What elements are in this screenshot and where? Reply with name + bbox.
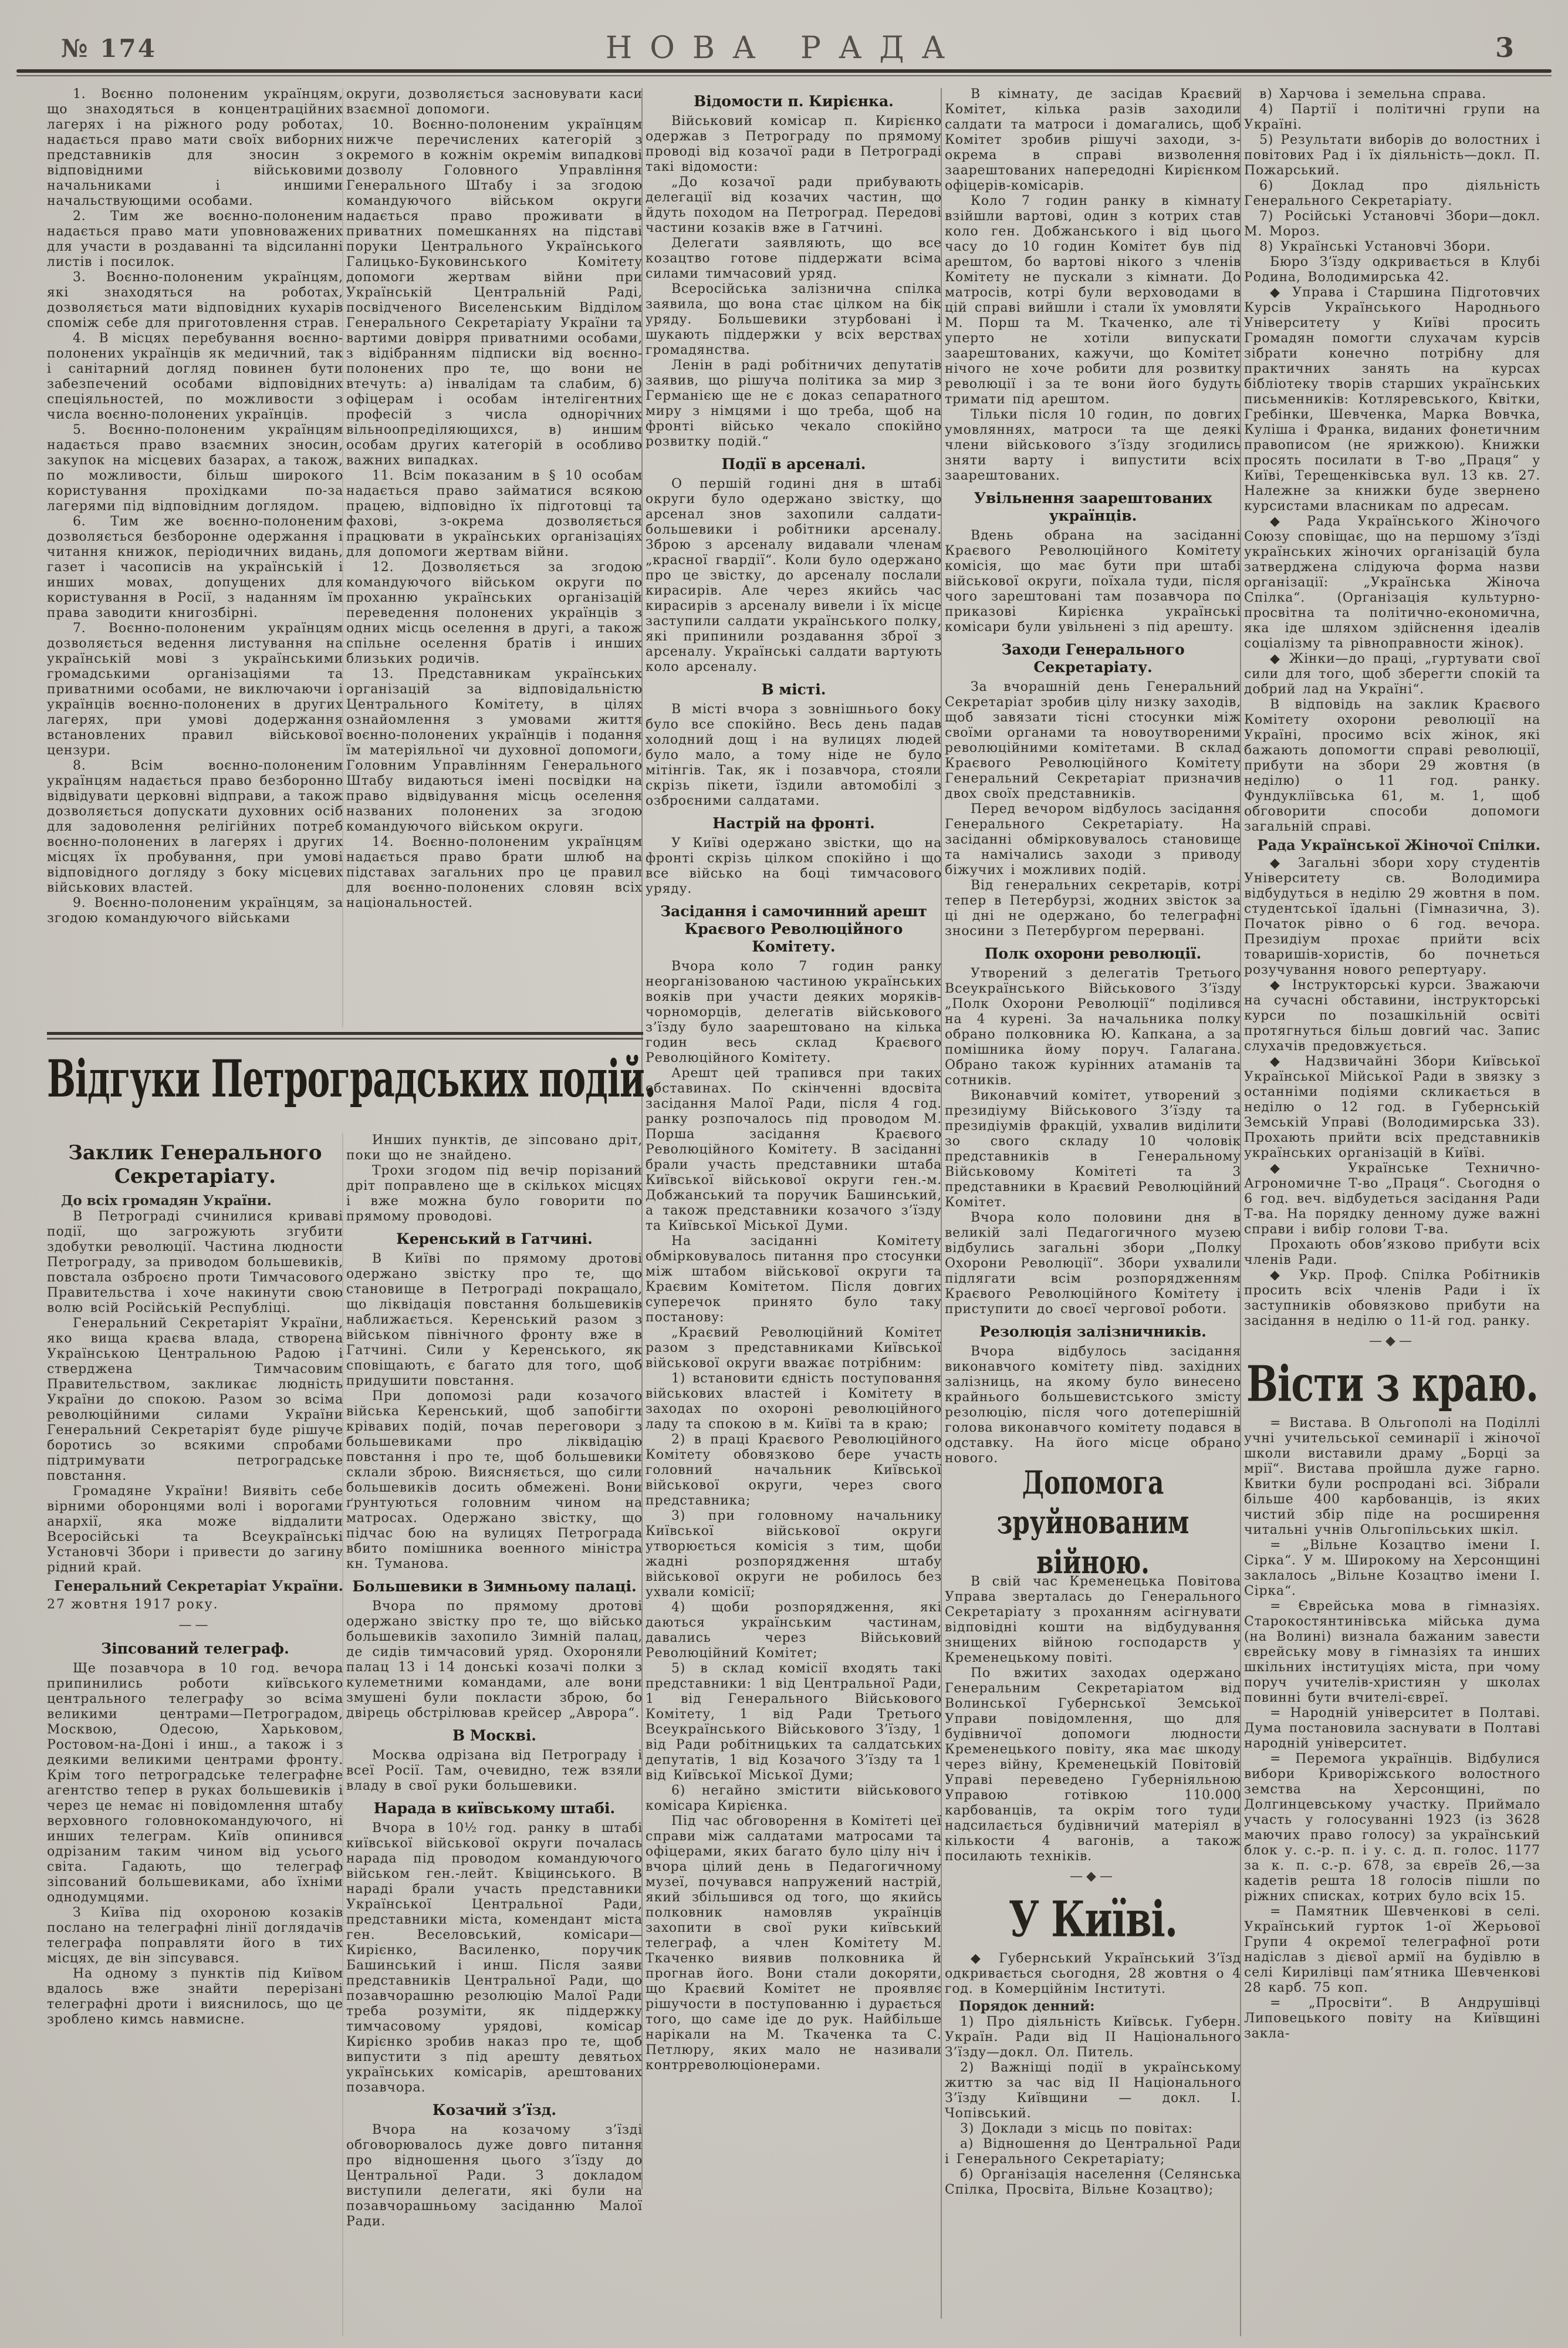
paragraph: 2. Тим же воєнно-полоненим надається право мати уповноважених для участи в роздаванні та відсиланні листів і посилок. (47, 209, 343, 269)
signature: Генеральний Секретаріат України. (54, 1577, 343, 1594)
banner-rule (47, 1032, 643, 1035)
paragraph: Трохи згодом під вечір порізаний дріт поправлено ще в скількох місцях і вже можна було говорити по прямому проводові. (346, 1163, 643, 1224)
agenda-item: 1) Про діяльність Київськ. Губерн. Україн. Ради від II Національного З’їзду—докл. Ол. Питель. (945, 2015, 1241, 2060)
paragraph: ◆ Жінки—до праці, „гуртувати свої сили для того, щоб зберегти спокій та добрий лад на Україні“. (1244, 652, 1540, 697)
paragraph: Ще позавчора в 10 год. вечора припинились роботи київського центрального телеграфу зо всіма великими центрами—Петроградом, Москвою, Одесою, Харьковом, Ростовом-на-Доні і инш., а також і з деякими великими центрами фронту. Крім того петроградське телеграфне агентство тепер в руках большевиків і через це немає ні повідомлення штабу верховного головнокомандуючого, ні инших телеграм. Київ опинився одрізаним таким чином від усього світа. Гадають, що телеграф зіпсований большевиками, або їхніми однодумцями. (47, 1661, 343, 1905)
paragraph: 3) при головному начальнику Київської військової округи утворюється комісія з тим, щоби жадні розпорядження штабу військової округи не робилось без ухвали комісії; (646, 1509, 942, 1600)
paragraph-continuation: округи, дозволяється засновувати каси взаємної допомоги. (346, 87, 643, 117)
page-number: 3 (1495, 32, 1514, 63)
article-heading: Події в арсеналі. (721, 456, 866, 473)
section-title-large: У Київі. (1008, 1891, 1178, 1949)
paragraph: Коло 7 годин ранку в кімнату взійшли вартові, один з котрих став коло ген. Добжанського і від цього часу до 10 годин Комітет був під арештом, бо вартові нікого з членів Комітету не пускали з кімнати. До матросів, котрі були верховодами в цій справі вийшли і стали їх умовляти М. Порш та М. Ткаченко, але ті уперто не хотіли випускати заарештованих, кажучи, що Комітет нічого не хоче робити для розвитку революції і за те вони його будуть тримати під арештом. (945, 194, 1241, 407)
section-title-large: Вісти з краю. (1246, 1355, 1539, 1413)
paragraph: ◆ Загальні збори хору студентів Університету св. Володимира відбудуться в неділю 29 жовтня в пом. студентської їдальні (Гімназична, 3). Початок рівно о 6 год. вечора. Президіум прохає прийти всіх товаришів-хористів, бо почнеться розучування нового репертуару. (1244, 856, 1540, 977)
paragraph: 5. Воєнно-полоненим українцям надається право взаємних зносин, закупок на місцевих базарах, а також, по можливости, більш широкого користування прохідками по-за лагерями під відповідним доглядом. (47, 423, 343, 514)
paragraph: Вчора коло 7 годин ранку неорганізованою частиною українських вояків при участи деяких моряків-чорноморців, делегатів військового з’їзду було заарештовано на кілька годин весь склад Краєвого Революційного Комітету. (646, 959, 942, 1065)
paragraph: Виконавчий комітет, утворений з президіуму Військового З’їзду та президіумів фракцій, ухвалив виділити зо свого складу 10 чоловік представників в Генеральному Військовому Комітеті та 3 представники в Краєвий Революційний Комітет. (945, 1088, 1241, 1210)
paragraph: Утворений з делегатів Третього Всеукраїнського Військового З’їзду „Полк Охорони Революції“ поділився на 4 курені. За начальника полку обрано полковника Ю. Капкана, а за помішника йому поруч. Галагана. Обрано також курінних атаманів та сотників. (945, 966, 1241, 1088)
paragraph: Вдень обрана на засіданні Краєвого Революційного Комітету комісія, що має бути при штабі військової округи, поїхала туди, після чого зарештовані там позавчора по приказові Кирієнка українські комісари були увільнені з під арешту. (945, 528, 1241, 635)
paragraph: Під час обговорення в Комітеті цеї справи між салдатами матросами та офіцерами, яких багато було цілу ніч і вчора цілий день в Педагогичному музеї, почувався напружений настрій, який збільшився од того, що якийсь полковник намовляв українців захопити в свої руки київський телеграф, а член Комітету М. Ткаченко виявив полковника й прогнав його. Вони стали докоряти, що Краєвий Комітет не проявляє рішучости в поступованню і дурається того, що саме іде до рук. Найбільше нарікали на М. Ткаченка та С. Петлюру, яких мало не називали контрреволюціонерами. (646, 1814, 942, 2073)
article-heading: Большевики в Зимньому палаці. (352, 1578, 637, 1595)
paragraph: 8. Всім воєнно-полоненим українцям надається право безборонно відвідувати церковні відправи, а також дозволяється допускати духовних осіб для задоволення релігійних потреб воєнно-полонених в лагерях і других місцях їх пробування, при умові відповідного догляду з боку місцевих військових властей. (47, 758, 343, 895)
article-heading: Полк охорони революції. (984, 945, 1202, 962)
paragraph: Вчора коло половини дня в великій залі Педагогичного музею відбулись загальні збори „Полку Охорони Революції“. Збори ухвалили підлягати всім розпорядженням Краєвого Революційного Комітету і приступити до своєї чергової роботи. (945, 1210, 1241, 1317)
article-heading: Відомости п. Кирієнка. (694, 93, 894, 110)
paragraph: В свій час Кременецька Повітова Управа зверталась до Генерального Секретаріату з проханням асігнувати відповідні кошти на відбудування знищених війною господарств у Кременецькому повіті. (945, 1574, 1241, 1665)
ornament-divider: —— (178, 1618, 212, 1632)
col-2-top (346, 87, 643, 1026)
paragraph: Від генеральних секретарів, котрі тепер в Петербурзі, жодних звісток за ці дні не одержано, бо телеграфні зносини з Петербургом перервані. (945, 878, 1241, 939)
paragraph: 1) встановити єдність поступовання військових властей і Комітету в заходах по охороні революційного ладу та спокою в м. Київі та в краю; (646, 1371, 942, 1432)
ornament-divider: —◆— (1369, 1334, 1415, 1348)
agenda-item: 2) Важніщі події в українському життю за час від II Національного З’їзду Київщини — докл. І. Чопівський. (945, 2060, 1241, 2121)
paragraph: Перед вечором відбулось засідання Генерального Секретаріату. На засіданні обмірковувалось становище та намічались заходи з приводу біжучих і можливих подій. (945, 802, 1241, 878)
paragraph: На одному з пунктів під Київом вдалось вже знайти перерізані телеграфні дроти і вияснилось, що це зроблено кимсь навмисне. (47, 1966, 343, 2027)
paragraph: ◆ Управа і Старшина Підготовчих Курсів Українського Народнього Університету у Київі просить Громадян помогти слухачам курсів зібрати конечно потрібну для практичних занять на курсах бібліотеку творів старших українських письменників: Котляревського, Квітки, Гребінки, Шевченка, Марка Вовчка, Куліша і Франка, виданих фонетичним правописом (не ярижкою). Книжки просять посилати в Т-во „Праця“ у Київі, Терещенківська вул. 13 кв. 27. Належне за книжки буде звернено курсистами власникам по адресам. (1244, 285, 1540, 514)
article-heading: В Москві. (452, 1727, 537, 1744)
paragraph: ◆ Українське Технично-Агрономичне Т-во „Праця“. Сьогодня о 6 год. веч. відбудеться засідання Ради Т-ва. На порядку денному дуже важні справи і вибір голови Т-ва. (1244, 1161, 1540, 1237)
paragraph: = Вистава. В Ольгополі на Поділлі учні учительської семинарії і жіночої школи виставили драму „Борці за мрії“. Вистава пройшла дуже гарно. Квитки були роспродані всі. Зібрали більше 400 карбованців, із яких чистий збір піде на росширення читальні учнів Ольгопільських шкіл. (1244, 1416, 1540, 1537)
headline-banner: Відгуки Петроградських подій. (47, 1049, 656, 1109)
article-heading: Керенський в Гатчині. (396, 1230, 593, 1247)
paragraph: Бюро З’їзду одкривається в Клубі Родина, Володимирська 42. (1244, 255, 1540, 285)
col-1-bottom (47, 1133, 343, 2342)
subheading: Порядок денний: (959, 1998, 1095, 2014)
col-5 (1244, 87, 1540, 2347)
paragraph: ◆ Надзвичайні Збори Київської Української Мійської Ради в звязку з останніми подіями скликається в неділю о 12 год. в Губернській Земській Управі (Володимирська 33). Прохають прийти всіх представників українських організацій в Київі. (1244, 1054, 1540, 1160)
paragraph: = Памятник Шевченкові в селі. Український гурток 1-ої Жерьової Групи 4 окремої телеграфної роти надіслав з дієвої армії на будівлю в селі Кирилівці пам’ятника Шевченкові 28 карб. 75 коп. (1244, 1904, 1540, 1995)
paragraph: В місті вчора з зовнішнього боку було все спокійно. Весь день падав холодний дощ і на вулицях людей було мало, а тому ніде не було мітінгів. Так, як і позавчора, стояли скрізь пікети, їздили автомобілі з озброєними салдатами. (646, 702, 942, 808)
paragraph: Тільки після 10 годин, по довгих умовляннях, матроси та ще деякі члени військового з’їзду згодились зняти варту і випустити всіх заарештованих. (945, 407, 1241, 483)
paragraph: Вчора на козачому з’їзді обговорювалось дуже довго питання про відношення цього з’їзду до Центральної Ради. З докладом виступили делегати, які були на позавчорашньому засіданню Малої Ради. (346, 2123, 643, 2229)
paragraph: 6) негайно змістити військового комісара Кирієнка. (646, 1783, 942, 1813)
agenda-item: 5) Результати виборів до волостних і повітових Рад і їх діяльність—докл. П. Пожарський. (1244, 133, 1540, 178)
banner-rule-thin (47, 1038, 643, 1040)
paragraph: 6. Тим же воєнно-полоненим дозволяється безборонне одержання і читання книжок, періодичних видань, газет і часописів на українській і инших мовах, допущених для користування в Росії, з наданням їм права заводити книгозбірні. (47, 514, 343, 620)
paragraph: По вжитих заходах одержано Генеральним Секретаріатом від Волинської Губернської Земської Управи повідомлення, що для будівничої допомоги людности Кременецького повіту, яка має шкоду через війну, Кременецькій Повітовій Управі переведено Губерніяльною Управою готівкою 110.000 карбованців, та окрім того туди надсилається будівничий матеріял в кількости 4 вагонів, а також посилають техніків. (945, 1666, 1241, 1864)
paragraph: На засіданні Комітету обмірковувалось питання про стосунки між штабом військової округи та Краєвим Комітетом. Після довгих суперечок принято було таку постанову: (646, 1234, 942, 1325)
paragraph: ◆ Укр. Проф. Спілка Робітників просить всіх членів Ради і їх заступників обовязково прибути на засідання в неділю о 11-й год. ранку. (1244, 1268, 1540, 1328)
article-heading: Нарада в київському штабі. (373, 1800, 616, 1817)
paragraph: З Київа під охороною козаків послано на телеграфні лінії доглядачів телеграфа поправляти його в тих місцях, де він зіпсувався. (47, 1905, 343, 1966)
paragraph: 11. Всім показаним в § 10 особам надається право займатися всякою працею, відповідно їх підготовці та фахові, з-окрема дозволяється працювати в українських організаціях для допомоги жертвам війни. (346, 468, 643, 559)
paragraph: 13. Представникам українських організацій за відповідальністю Центрального Комітету, в цілях ознайомлення з умовами життя воєнно-полонених українців і подання їм матеріяльної чи духовної допомоги, Головним Управлінням Генерального Штабу видаються імені посвідки на право відвідування місць оселення названих полонених за згодою командуючого військом округи. (346, 667, 643, 834)
paragraph: О першій годині дня в штабі округи було одержано звістку, що арсенал знов захопили салдати-большевики і робітники арсеналу. Зброю з арсеналу видавали членам „красної гвардії“. Коли було одержано про це звістку, до арсеналу послали кирасирів. Але через якийсь час кирасирів з арсеналу вивели і їх місце заступили салдати українського полку, які припинили роздавання зброї з арсеналу. Українські салдати вартують коло арсеналу. (646, 477, 942, 674)
agenda-item: 4) Партії і політичні групи на Україні. (1244, 102, 1540, 132)
paragraph: 9. Воєнно-полоненим українцям, за згодою командуючого військами (47, 896, 343, 926)
paragraph: = „Вільне Козацтво імени І. Сірка“. У м. Широкому на Херсонщині заклалось „Вільне Козацтво імени І. Сірка“. (1244, 1538, 1540, 1598)
article-heading: Резолюція залізничників. (979, 1323, 1207, 1340)
subheading: До всіх громадян України. (61, 1193, 272, 1209)
paragraph: Москва одрізана від Петрограду і всеї Росії. Там, очевидно, теж взяли владу в свої руки большевики. (346, 1748, 643, 1793)
paragraph: 5) в склад комісії входять такі представники: 1 від Центральної Ради, 1 від Генерального Військового Комітету, 1 від Ради Третього Всеукраїнського Військового З’їзду, 1 від Ради робітницьких та салдатських депутатів, 1 від Козачого З’їзду та 1 від Київської Міської Думи; (646, 1661, 942, 1783)
col-2-bottom (346, 1133, 643, 2342)
agenda-item: 7) Російські Установчі Збори—докл. М. Мороз. (1244, 209, 1540, 239)
paragraph: За вчорашній день Генеральний Секретаріат зробив цілу низку заходів, щоб завязати тісні стосунки між своїми органами та новоутвореними революційними комітетами. В склад Краєвого Революційного Комітету Генеральний Секретаріат призначив двох своїх представників. (945, 680, 1241, 801)
paragraph: 12. Дозволяється за згодою командуючого військом округи по проханню українських організацій переведення полонених українців з одних місць оселення в другі, а також спільне оселення братів і инших близьких родичів. (346, 560, 643, 666)
paragraph: = Перемога українців. Відбулися вибори Криворіжського волостного земства на Херсонщині, по Долгинцевському участку. Приймало участь у голосуванні 1923 (із 3628 маючих право голосу) за український блок у. с.-р. п. і у. с. д. п. голос. 1177 за к. п. с.-р. 678, за євреїв 26,—за кадетів решта 18 голосів пішли по ріжних списках, котрих було всіх 15. (1244, 1752, 1540, 1904)
paragraph: Арешт цей трапився при таких обставинах. По скінченні вдосвіта засідання Малої Ради, після 4 год. ранку розпочалось під проводом М. Порша засідання Краєвого Революційного Комітету. В засіданні брали участь представники штаба Київської військової округи ген.-м. Добжанський та поручик Башинський, а також представники козачого з’їзду та Київської Міської Думи. (646, 1066, 942, 1233)
article-heading: Зіпсований телеграф. (101, 1640, 289, 1657)
paragraph: ◆ Інструкторські курси. Зважаючи на сучасні обставини, інструкторські курси по позашкільній освіті протягнуться більш довгий час. Запис слухачів предовжується. (1244, 978, 1540, 1054)
col-4 (945, 87, 1241, 2347)
paragraph: В відповідь на заклик Краєвого Комітету охорони революції на Україні, просимо всіх жінок, які бажають допомогти справі революції, прибути на збори 29 жовтня (в неділю) о 11 год. ранку. Фундукліївська 61, м. 1, щоб обговорити способи допомоги загальній справі. (1244, 697, 1540, 834)
agenda-item: в) Харчова і земельна справа. (1259, 87, 1486, 102)
paragraph: У Київі одержано звістки, що на фронті скрізь цілком спокійно і що все військо на боці тимчасового уряду. (646, 836, 942, 896)
agenda-item: 6) Доклад про діяльність Генерального Секретаріату. (1244, 178, 1540, 208)
paragraph: Вчора по прямому дротові одержано звістку про те, що військо большевиків захопило Зимній палац, де сидів тимчасовий уряд. Охороняли палац 13 і 14 донські козачі полки з кулеметними командами, але вони змушені були покласти зброю, бо двірець обстрілював крейсер „Аврора“. (346, 1599, 643, 1720)
paragraph: 1. Воєнно полоненим українцям, що знаходяться в концентраційних лагерях і на ріжного роду роботах, надається право мати своїх виборних представників для зносин з відповідними військовими начальниками і иншими начальствующими особами. (47, 87, 343, 208)
paragraph: Генеральний Секретаріят України, яко вища краєва влада, створена Українською Центральною Радою і стверджена Тимчасовим Правительством, закликає людність України до спокою. Разом зо всіма революційними силами України Генеральний Секретаріят буде рішуче боротись зо всякими спробами підтримувати петроградське повстання. (47, 1316, 343, 1483)
paragraph: 3. Воєнно-полоненим українцям, які знаходяться на роботах, дозволяється мати відповідних кухарів споміж себе для приготовлення страв. (47, 270, 343, 330)
paragraph: = Єврейська мова в гімназіях. Старокостянтинівська мійська дума (на Волині) визнала бажаним завести єврейську мову в гімназіях та инших шкільних інституціях міста, при чому поруч учителів-християн у школах повинні бути вчителі-євреї. (1244, 1599, 1540, 1705)
col-1-top (47, 87, 343, 1026)
col-3 (646, 87, 942, 2212)
paragraph: 2) в праці Краєвого Революційного Комітету обовязково бере участь головний начальник Київської військової округи, через свого представника; (646, 1432, 942, 1508)
paragraph: Громадяне України! Виявіть себе вірними оборонцями волі і ворогами анархії, яка може віддалити Всеросійські та Всеукраїнські Установчі Збори і привести до загину рідний край. (47, 1484, 343, 1575)
paragraph: 10. Воєнно-полоненим українцям нижче перечислених категорій з окремого в кожнім окремім випадкові дозволу Головного Управління Генерального Штабу і за згодою командуючого військом округи надається право проживати в приватних помешканнях на підставі поруки Центрального Українського Галицько-Буковинського Комітету допомоги жертвам війни при Українській Центральній Раді, посвідченого Виселенським Відділом Генерального Секретаріату України та вартими довірря приватними особами, з відібранням підписки від воєнно-полонених про те, що вони не втечуть: а) інвалідам та слабим, б) офіцерам і особам інтелігентних професій з числа однорічних вільноопреділяющихся, в) иншим особам других категорій в особливо важних випадках. (346, 117, 643, 468)
paragraph: ◆ Рада Українського Жіночого Союзу сповіщає, що на першому з’їзді українських жіночих організацій була затверджена слідуюча форма назви організації: „Українська Жіноча Спілка“. (Організація культурно-просвітна та політично-економична, яка іде шляхом здійснення ідеалів соціалізму та рівноправности жінок). (1244, 514, 1540, 651)
paragraph: 7. Воєнно-полоненим українцям дозволяється ведення листування на українській мові з українськими громадськими організаціями та приватними особами, не виключаючи і українців воєнно-полонених в других лагерях, при умові додержання встановлених правил військової цензури. (47, 621, 343, 758)
masthead (0, 0, 1568, 76)
paragraph: = Народній університет в Полтаві. Дума постановила заснувати в Полтаві народній університет. (1244, 1706, 1540, 1751)
masthead-rule (16, 69, 1552, 73)
paragraph: = „Просвіти“. В Андрушівці Липовецького повіту на Київщині закла- (1244, 1996, 1540, 2041)
agenda-item: б) Організація населення (Селянська Спілка, Просвіта, Вільне Козацтво); (945, 2167, 1241, 2197)
section-title-medium: Допомога зруйнованим війною. (996, 1463, 1189, 1581)
paragraph: В Київі по прямому дротові одержано звістку про те, що становище в Петрограді покращало, що ліквідація повстання большевиків наближається. Керенський разом з військом північного фронту вже в Гатчині. Сили у Керенського, як сповіщають, є багато для того, щоб придушити повстання. (346, 1251, 643, 1388)
banner-headline-block (47, 1032, 656, 1109)
dateline: 27 жовтня 1917 року. (47, 1597, 219, 1612)
article-heading: В місті. (761, 681, 826, 698)
article-heading: Настрій на фронті. (712, 815, 875, 832)
paragraph: Військовий комісар п. Кирієнко одержав з Петрограду по прямому проводі від козачої ради в Петрограді такі відомости: (646, 114, 942, 174)
agenda-item: а) Відношення до Центральної Ради і Генерального Секретаріату; (945, 2137, 1241, 2167)
paragraph: В кімнату, де засідав Краєвий Комітет, кілька разів заходили салдати та матроси і домагались, щоб Комітет зробив рішучі заходи, з-окрема в справі визволення заарештованих напередодні Кирієнком офіцерів-комісарів. (945, 87, 1241, 193)
paragraph: В Петрограді счинилися криваві події, що загрожують згубити здобутки революції. Частина людности Петрограду, за приводом большевиків, повстала озброєно проти Тимчасового Правительства і хоче накинути свою волю всій Російській Республіці. (47, 1209, 343, 1315)
paragraph: Делегати заявляють, що все козацтво готове піддержати всіма силами тимчасовий уряд. (646, 236, 942, 281)
masthead-rule-thin (16, 75, 1552, 76)
paragraph: Прохають обов’язково прибути всіх членів Ради. (1244, 1237, 1540, 1267)
signature: Рада Української Жіночої Спілки. (1257, 836, 1540, 853)
paragraph: Вчора відбулось засідання виконавчого комітету півд. західних залізниць, на якому було винесено крайнього большевистського змісту резолюцію, після чого дотеперішній голова виконавчого комітету подався в одставку. На його місце обрано нового. (945, 1344, 1241, 1466)
paragraph: Всеросійська залізнична спілка заявила, що вона стає цілком на бік уряду. Большевики зтурбовані і шукають піддержки у всіх верствах громадянства. (646, 282, 942, 357)
paragraph: „До козачої ради прибувають делегації від козачих частин, що йдуть походом на Петроград. Передові частини козаків вже в Гатчині. (646, 175, 942, 235)
article-heading: Увільнення заарештованих українців. (974, 490, 1212, 524)
paragraph: 14. Воєнно-полоненим українцям надається право брати шлюб на підставах загальних про це правил для воєнно-полонених словян всіх національностей. (346, 835, 643, 910)
section-heading: Заклик Генерального Секретаріату. (68, 1141, 322, 1188)
agenda-item: 3) Доклади з місць по повітах: (960, 2121, 1193, 2136)
ornament-divider: —◆— (1070, 1869, 1116, 1884)
article-heading: Козачий з’їзд. (432, 2101, 557, 2118)
issue-number: № 174 (61, 34, 157, 63)
paragraph: Инших пунктів, де зіпсовано дріт, поки що не знайдено. (346, 1133, 643, 1163)
paragraph: 4. В місцях перебування воєнно-полонених українців як медичний, так і санітарний догляд повинен бути забезпечений особами відповідних спеціяльностей, по можливости з числа воєнно-полонених українців. (47, 331, 343, 422)
agenda-item: 8) Українські Установчі Збори. (1259, 239, 1491, 254)
paragraph: Вчора в 10½ год. ранку в штабі київської військової округи почалась нарада під проводом командуючого військом ген.-лейт. Квіцинського. В нараді брали участь представники Української Центральної Ради, представники міста, комендант міста ген. Веселовський, комісари—Кирієнко, Василенко, поручик Башинський і инш. Після заяви представників Центральної Ради, що позавчорашню резолюцію Малої Ради треба розуміти, як піддержку тимчасовому урядові, комісар Кирієнко зробив наказ про те, щоб випустити з під арешту девятьох українських комісарів, арештованих позавчора. (346, 1821, 643, 2095)
paragraph: ◆ Губернський Український З’їзд одкривається сьогодня, 28 жовтня о 4 год. в Комерційнім Інституті. (945, 1951, 1241, 1996)
article-heading: Заходи Генерального Секретаріату. (1001, 641, 1185, 676)
paragraph: При допомозі ради козачого війська Керенський, щоб запобігти крівавих подій, почав переговори з большевиками про ліквідацію повстання і про те, щоб большевики склали зброю. Виясняється, що сили большевиків досить обмежені. Вони ґрунтуються головним чином на матросах. Одержано звістку, що підчас бою на вулицях Петрограда вбито помішника военного міністра кн. Туманова. (346, 1389, 643, 1571)
paragraph: Ленін в раді робітничих депутатів заявив, що рішуча політика за мир з Германією ще не є доказ сепаратного миру з німцями і що треба, щоб на фронті військо чекало спокійно розвитку подій.“ (646, 358, 942, 449)
paragraph: 4) щоби розпорядження, які даються українським частинам, давались через Військовий Революційний Комітет; (646, 1600, 942, 1661)
newspaper-title: НОВА РАДА (605, 31, 963, 66)
paragraph: „Краєвий Революційний Комітет разом з представниками Київської військової округи вважає потрібним: (646, 1325, 942, 1371)
article-heading: Засідання і самочинний арешт Краєвого Революційного Комітету. (660, 903, 927, 955)
